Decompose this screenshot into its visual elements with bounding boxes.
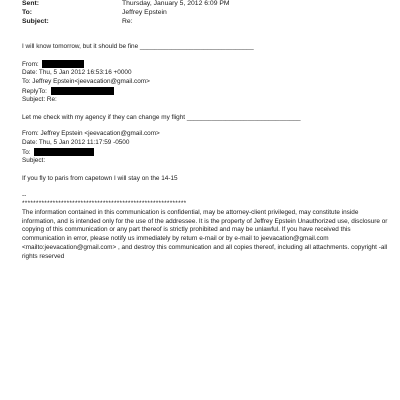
quoted-from-1: [22, 60, 84, 69]
redaction-block: [42, 60, 84, 68]
subject-value: Re:: [122, 18, 133, 25]
quoted-to-2: [22, 148, 94, 157]
to-label: To:: [22, 9, 33, 16]
sent-value: Thursday, January 5, 2012 6:09 PM: [122, 0, 230, 7]
confidentiality-disclaimer: The information contained in this communication is confidential, may be attorney-client privileged, may constitute inside information, and is intended only for the use of the addressee. It is the property of Jeffrey Epstein Unauthorized use, disclosure or copying of this communication or any part thereof is strictly prohibited and may be unlawful. If you have received this communication in error, please notify us immediately by return e-mail or by e-mail to jeevacation@gmail.com <mailto:jeevacation@gmail.com> , and destroy this communication and all copies thereof, including all attachments. copyright -all rights reserved: [22, 209, 388, 260]
quoted-to-2-label: To:: [22, 149, 31, 156]
reply-line-2: Let me check with my agency if they can change my flight ________________________________: [22, 114, 301, 121]
subject-label: Subject:: [22, 18, 49, 25]
to-value: Jeffrey Epstein: [122, 9, 167, 16]
quoted-subject-1: Subject: Re:: [22, 96, 57, 103]
reply-line-3: If you fly to paris from capetown I will stay on the 14-15: [22, 175, 178, 182]
quoted-from-1-label: From:: [22, 61, 39, 68]
signature-dash: --: [22, 192, 27, 199]
quoted-replyto-1: [22, 87, 114, 96]
reply-line-1: I will know tomorrow, but it should be fine ________________________________: [22, 43, 254, 50]
quoted-date-1: Date: Thu, 5 Jan 2012 16:53:16 +0000: [22, 69, 132, 76]
sent-label: Sent:: [22, 0, 39, 7]
redaction-block: [51, 87, 114, 95]
redaction-block: [34, 148, 94, 156]
quoted-replyto-1-label: ReplyTo:: [22, 88, 47, 95]
quoted-from-2: From: Jeffrey Epstein <jeevacation@gmail.com>: [22, 130, 160, 137]
quoted-date-2: Date: Thu, 5 Jan 2012 11:17:59 -0500: [22, 139, 130, 146]
quoted-subject-2: Subject:: [22, 157, 46, 164]
stars-separator: ***********************************************************: [22, 200, 187, 207]
quoted-to-1: To: Jeffrey Epstein<jeevacation@gmail.com>: [22, 78, 150, 85]
